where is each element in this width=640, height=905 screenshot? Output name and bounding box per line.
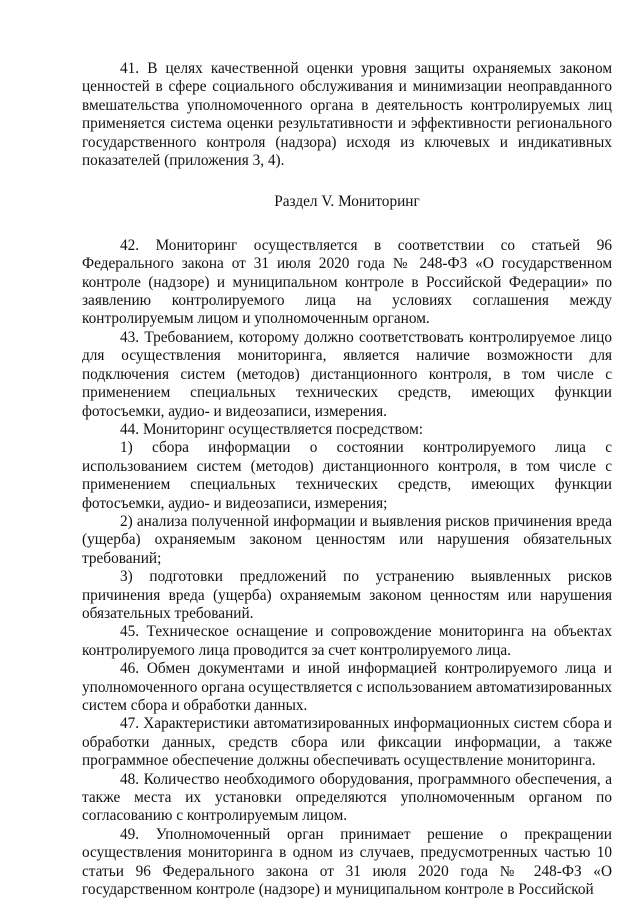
paragraph-41: 41. В целях качественной оценки уровня защиты охраняемых законом ценностей в сфере социального обслуживания и минимизации неоправданного вмешательства уполномоченного органа в деятельность контролируемых лиц применяется система оценки результативности и эффективности регионального государственного контроля (надзора) исходя из ключевых и индикативных показателей (приложения 3, 4). bbox=[82, 60, 612, 170]
paragraph-47: 47. Характеристики автоматизированных информационных систем сбора и обработки данных, средств сбора или фиксации информации, а также программное обеспечение должны обеспечивать осуществление мониторинга. bbox=[82, 715, 612, 770]
list-item-44-3: 3) подготовки предложений по устранению выявленных рисков причинения вреда (ущерба) охраняемым законом ценностям или нарушения обязательных требований. bbox=[82, 568, 612, 622]
paragraph-45: 45. Техническое оснащение и сопровождение мониторинга на объектах контролируемого лица проводится за счет контролируемого лица. bbox=[82, 623, 612, 659]
list-item-44-1: 1) сбора информации о состоянии контролируемого лица с использованием систем (методов) дистанционного контроля, в том числе с применением специальных технических средств, имеющих функции фотосъемки, аудио- и видеозаписи, измерения; bbox=[82, 439, 612, 512]
paragraph-43: 43. Требованием, которому должно соответствовать контролируемое лицо для осуществления мониторинга, является наличие возможности для подключения систем (методов) дистанционного контроля, в том числе с применением специальных технических средств, имеющих функции фотосъемки, аудио- и видеозаписи, измерения. bbox=[82, 328, 612, 420]
paragraph-49: 49. Уполномоченный орган принимает решение о прекращении осуществления мониторинга в одном из случаев, предусмотренных частью 10 статьи 96 Федерального закона от 31 июля 2020 года № 248-ФЗ «О государственном контроле (надзоре) и муниципальном контроле в Российской bbox=[82, 825, 612, 899]
paragraph-48: 48. Количество необходимого оборудования, программного обеспечения, а также места их установки определяются уполномоченным органом по согласованию с контролируемым лицом. bbox=[82, 770, 612, 825]
section-heading: Раздел V. Мониторинг bbox=[274, 193, 420, 211]
paragraph-46: 46. Обмен документами и иной информацией контролируемого лица и уполномоченного органа осуществляется с использованием автоматизированных систем сбора и обработки данных. bbox=[82, 660, 612, 714]
paragraph-44: 44. Мониторинг осуществляется посредством: bbox=[120, 420, 424, 438]
document-page bbox=[82, 60, 612, 899]
paragraph-42: 42. Мониторинг осуществляется в соответствии со статьей 96 Федерального закона от 31 июля 2020 года № 248-ФЗ «О государственном контроле (надзоре) и муниципальном контроле в Российской Федерации» по заявлению контролируемого лица на условиях соглашения между контролируемым лицом и уполномоченным органом. bbox=[82, 236, 612, 328]
list-item-44-2: 2) анализа полученной информации и выявления рисков причинения вреда (ущерба) охраняемым законом ценностям или нарушения обязательных требований; bbox=[82, 512, 612, 567]
